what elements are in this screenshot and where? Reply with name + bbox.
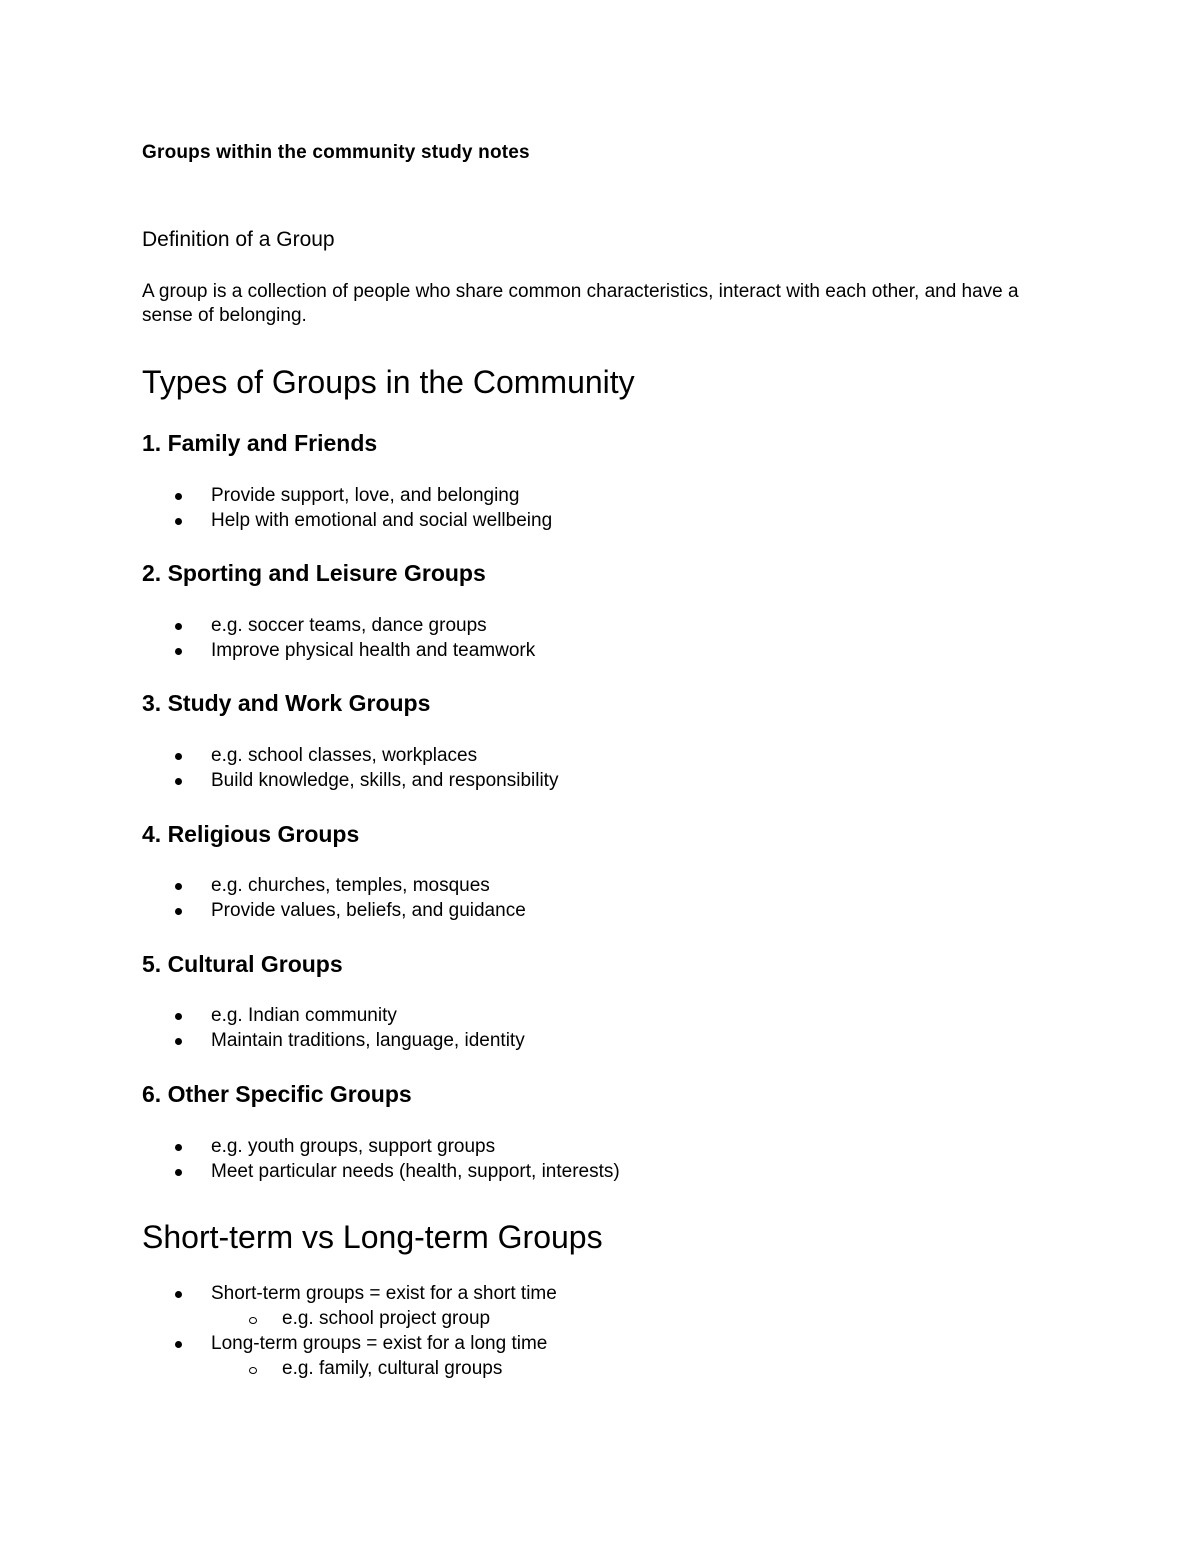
bullet-icon	[175, 518, 182, 525]
sub-list-item: e.g. school project group	[142, 1306, 557, 1331]
bullet-icon	[175, 623, 182, 630]
list-item: Improve physical health and teamwork	[142, 638, 535, 663]
list-item: Help with emotional and social wellbeing	[142, 508, 552, 533]
bullet-icon	[175, 648, 182, 655]
types-section-heading: Types of Groups in the Community	[142, 364, 635, 400]
list-item: Maintain traditions, language, identity	[142, 1028, 525, 1053]
list-item: Short-term groups = exist for a short time	[142, 1281, 557, 1306]
bullet-icon	[175, 1341, 182, 1348]
list-item: Provide support, love, and belonging	[142, 483, 552, 508]
list-item: e.g. Indian community	[142, 1003, 525, 1028]
group-heading-cultural: 5. Cultural Groups	[142, 951, 343, 977]
sub-list-item: e.g. family, cultural groups	[142, 1356, 557, 1381]
group-points-sporting	[142, 613, 535, 663]
group-points-religious	[142, 873, 526, 923]
bullet-icon	[175, 493, 182, 500]
circle-bullet-icon	[249, 1367, 257, 1374]
list-item: Long-term groups = exist for a long time	[142, 1331, 557, 1356]
list-item: e.g. school classes, workplaces	[142, 743, 558, 768]
definition-text: A group is a collection of people who share common characteristics, interact with each other, and have a sense of belonging.	[142, 281, 1019, 326]
group-points-cultural	[142, 1003, 525, 1053]
bullet-icon	[175, 908, 182, 915]
bullet-icon	[175, 1291, 182, 1298]
bullet-icon	[175, 778, 182, 785]
list-item: Meet particular needs (health, support, interests)	[142, 1159, 620, 1184]
bullet-icon	[175, 1169, 182, 1176]
definition-heading: Definition of a Group	[142, 228, 335, 251]
list-item: e.g. churches, temples, mosques	[142, 873, 526, 898]
bullet-icon	[175, 753, 182, 760]
circle-bullet-icon	[249, 1317, 257, 1324]
group-points-study-work	[142, 743, 558, 793]
list-item: Provide values, beliefs, and guidance	[142, 898, 526, 923]
list-item: e.g. youth groups, support groups	[142, 1134, 620, 1159]
group-heading-religious: 4. Religious Groups	[142, 821, 360, 847]
bullet-icon	[175, 1013, 182, 1020]
bullet-icon	[175, 883, 182, 890]
bullet-icon	[175, 1038, 182, 1045]
group-heading-other: 6. Other Specific Groups	[142, 1081, 412, 1107]
group-heading-study-work: 3. Study and Work Groups	[142, 690, 431, 716]
list-item: Build knowledge, skills, and responsibility	[142, 768, 558, 793]
group-points-other	[142, 1134, 620, 1184]
list-item: e.g. soccer teams, dance groups	[142, 613, 535, 638]
bullet-icon	[175, 1144, 182, 1151]
group-heading-family: 1. Family and Friends	[142, 430, 378, 456]
group-heading-sporting: 2. Sporting and Leisure Groups	[142, 560, 486, 586]
term-points	[142, 1281, 557, 1381]
term-section-heading: Short-term vs Long-term Groups	[142, 1219, 603, 1255]
document-title: Groups within the community study notes	[142, 142, 530, 163]
group-points-family	[142, 483, 552, 533]
